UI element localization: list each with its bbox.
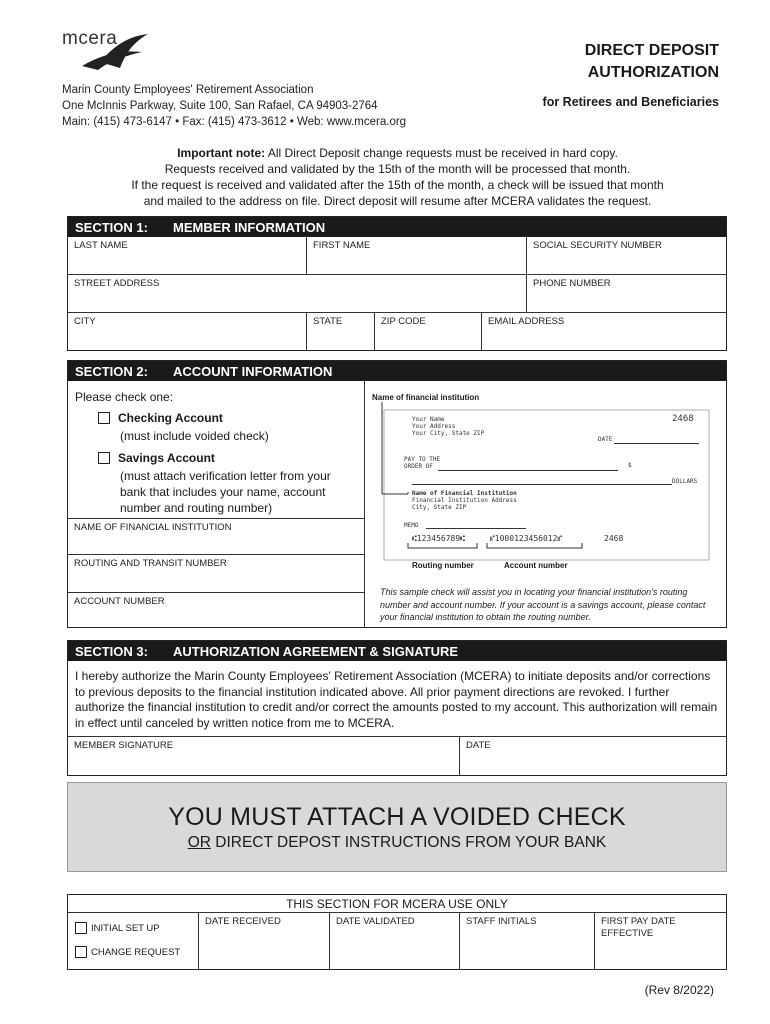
date-validated-field[interactable] [330,913,460,969]
section-2-title: ACCOUNT INFORMATION [173,363,333,379]
first-name-field[interactable] [307,237,527,275]
change-request-label: CHANGE REQUEST [91,946,181,958]
check-date-label: DATE [598,436,613,443]
savings-note-3: number and routing number) [120,501,273,515]
check-your-address: Your Address [412,423,456,430]
date-validated-label: DATE VALIDATED [336,916,415,927]
street-address-field[interactable] [68,275,527,313]
check-bank-name: Name of Financial Institution [412,490,517,497]
notice-line-4: and mailed to the address on file. Direct deposit will resume after MCERA validates the request. [143,194,652,208]
signature-date-field[interactable] [460,736,726,775]
state-field[interactable] [307,313,375,351]
zip-label: ZIP CODE [381,316,426,327]
check-dollars-label: DOLLARS [672,478,698,485]
street-address-label: STREET ADDRESS [74,278,160,289]
org-name: Marin County Employees' Retirement Association [62,84,314,96]
check-your-city: Your City, State ZIP [412,430,485,437]
change-request-option[interactable] [75,946,180,958]
org-address: One McInnis Parkway, Suite 100, San Rafael, CA 94903-2764 [62,100,378,112]
routing-number-label: ROUTING AND TRANSIT NUMBER [74,558,227,569]
checking-option[interactable] [98,411,223,425]
mcera-use-only-section [67,894,727,970]
revision-date: (Rev 8/2022) [644,983,714,997]
staff-initials-label: STAFF INITIALS [466,916,537,927]
savings-label: Savings Account [118,451,215,465]
state-label: STATE [313,316,343,327]
org-contact: Main: (415) 473-6147 • Fax: (415) 473-3612 • Web: www.mcera.org [62,116,407,128]
member-signature-field[interactable] [68,736,460,775]
voided-check-banner [67,782,727,872]
city-label: CITY [74,316,96,327]
title-line-1: DIRECT DEPOSIT [584,42,719,59]
check-fin-name-callout: Name of financial institution [372,393,480,402]
savings-option[interactable] [98,451,215,465]
ssn-label: SOCIAL SECURITY NUMBER [533,240,662,251]
check-bank-address: Financial Institution Address [412,497,517,504]
savings-note [120,468,331,516]
check-your-name: Your Name [412,416,445,423]
phone-field[interactable] [527,275,726,313]
voided-or: OR [187,834,211,851]
voided-line-2-wrap [68,834,726,852]
sample-check-illustration [372,388,727,626]
section-3-header [68,641,726,661]
checking-label: Checking Account [118,411,223,425]
sample-check-caption: This sample check will assist you in locating your financial institution's routing number and account number. If your account is a savings account, please contact your financial institution to obtain the routing number. [380,587,706,622]
financial-institution-label: NAME OF FINANCIAL INSTITUTION [74,522,232,533]
city-field[interactable] [68,313,307,351]
check-micr-account: ⑈1000123456012⑈ [490,534,563,543]
check-bank-city: City, State ZIP [412,504,467,511]
last-name-label: LAST NAME [74,240,128,251]
check-micr-routing: ⑆123456789⑆ [412,534,465,543]
notice-lead: Important note: [177,146,266,160]
notice-line-2: Requests received and validated by the 15th of the month will be processed that month. [164,162,631,176]
check-date-line [614,443,699,444]
phone-label: PHONE NUMBER [533,278,611,289]
voided-line-1: YOU MUST ATTACH A VOIDED CHECK [168,803,626,831]
date-received-label: DATE RECEIVED [205,916,281,927]
notice-line-1: All Direct Deposit change requests must be received in hard copy. [265,146,618,160]
check-pay-to-2: ORDER OF [404,463,433,470]
check-amount-line [412,484,672,485]
first-pay-date-label: FIRST PAY DATE EFFECTIVE [601,916,676,939]
change-request-checkbox[interactable] [75,946,87,958]
savings-note-2: bank that includes your name, account [120,485,326,499]
org-info [62,82,406,130]
authorization-text: I hereby authorize the Marin County Employees' Retirement Association (MCERA) to initiate deposits and/or corrections to previous deposits to the financial institution indicated above. All prior payment directions are revoked. I further authorize the financial institution to credit and/or correct the amounts posted to my account. This authorization will remain in effect until canceled by written notice from me to MCERA. [75,669,718,730]
section-authorization [67,640,727,776]
initial-setup-option[interactable] [75,922,160,934]
check-number: 2468 [672,414,694,424]
section-2-header [68,361,726,381]
checking-note: (must include voided check) [120,429,269,443]
ssn-field[interactable] [527,237,726,275]
section-3-number: SECTION 3: [75,643,148,659]
email-label: EMAIL ADDRESS [488,316,565,327]
account-number-field[interactable] [68,593,364,627]
section-1-header [68,217,726,237]
signature-date-label: DATE [466,740,491,751]
notice-line-3: If the request is received and validated after the 15th of the month, a check will be issued that month [131,178,664,192]
account-number-label: ACCOUNT NUMBER [74,596,165,607]
check-pay-to-1: PAY TO THE [404,456,441,463]
request-type-column [68,913,199,969]
section-1-number: SECTION 1: [75,219,148,235]
check-payee-line [438,470,618,471]
savings-checkbox[interactable] [98,452,110,464]
account-number-caption: Account number [504,561,568,570]
check-your-info [412,416,484,437]
check-memo-line [426,528,526,529]
check-dollar-sign: $ [628,462,632,469]
voided-line-2: DIRECT DEPOST INSTRUCTIONS FROM YOUR BANK [210,834,607,851]
please-check-label: Please check one: [75,390,174,404]
form-subtitle: for Retirees and Beneficiaries [542,95,719,109]
checking-checkbox[interactable] [98,412,110,424]
check-bank-info [412,490,517,511]
savings-note-1: (must attach verification letter from your [120,469,331,483]
first-pay-date-field[interactable] [595,913,726,969]
important-notice [68,145,727,209]
form-title [585,40,719,84]
logo-text: mcera [62,28,118,49]
email-field[interactable] [482,313,726,351]
member-signature-label: MEMBER SIGNATURE [74,740,174,751]
check-pay-to [404,456,440,470]
section-1-title: MEMBER INFORMATION [173,219,326,235]
date-received-field[interactable] [199,913,330,969]
initial-setup-checkbox[interactable] [75,922,87,934]
routing-number-caption: Routing number [412,561,474,570]
section-3-title: AUTHORIZATION AGREEMENT & SIGNATURE [173,643,459,659]
check-memo-label: MEMO [404,522,419,529]
initial-setup-label: INITIAL SET UP [91,922,160,934]
title-line-2: AUTHORIZATION [587,64,719,81]
zip-field[interactable] [375,313,482,351]
mcera-use-header: THIS SECTION FOR MCERA USE ONLY [68,895,726,913]
account-left-column [68,381,365,627]
check-micr-number: 2468 [604,534,624,543]
section-2-number: SECTION 2: [75,363,148,379]
financial-institution-field[interactable] [68,518,364,555]
last-name-field[interactable] [68,237,307,275]
first-name-label: FIRST NAME [313,240,371,251]
staff-initials-field[interactable] [460,913,595,969]
section-member-information [67,216,727,351]
routing-number-field[interactable] [68,555,364,593]
